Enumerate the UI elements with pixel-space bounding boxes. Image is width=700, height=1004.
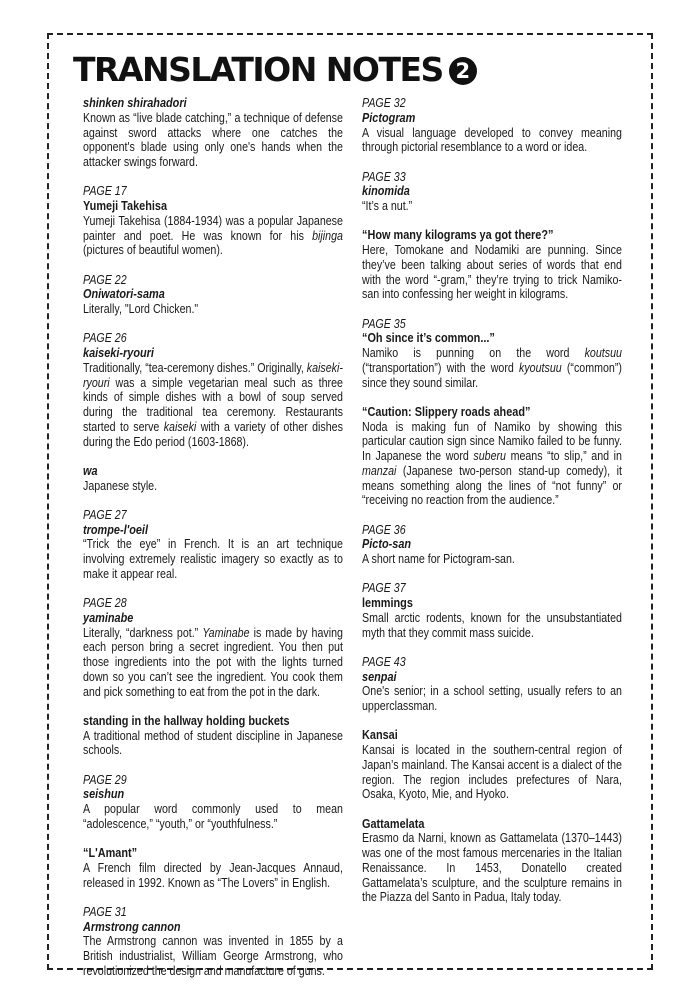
note-term: Kansai (362, 727, 398, 743)
definition-text: (pictures of beautiful women). (83, 242, 223, 258)
definition-text: One's senior; in a school setting, usually refers to an upperclassman. (362, 683, 622, 713)
emphasized-term: kaiseki-ryouri (83, 359, 343, 390)
emphasized-term: kaiseki (163, 418, 197, 434)
note-definition (83, 537, 343, 581)
definition-text: A traditional method of student discipline in Japanese schools. (83, 727, 343, 758)
note-term: “L'Amant” (83, 845, 138, 860)
definition-text: A popular word commonly used to mean “adolescence,” “youth,” or “youthfulness.” (83, 801, 343, 831)
page-reference: PAGE 26 (83, 330, 127, 346)
definition-text: (“common”) since they sound similar. (362, 359, 622, 390)
note-entry (362, 317, 622, 391)
note-definition (83, 214, 343, 258)
definition-text: A visual language developed to convey meaning through pictorial resemblance to a word or idea. (362, 124, 622, 155)
definition-text: Here, Tomokane and Nodamiki are punning. Since they’ve been talking about series of words that end with the word “-gram,” they’re trying to trick Namiko-san into confessing her weight in kilograms. (362, 242, 622, 302)
definition-text: “It’s a nut.” (362, 198, 413, 213)
note-definition (362, 611, 622, 641)
definition-text: Namiko is punning on the word (362, 345, 585, 360)
page-reference: PAGE 33 (362, 168, 406, 184)
note-entry (83, 96, 343, 170)
note-term: Gattamelata (362, 815, 425, 831)
note-definition (83, 479, 343, 494)
definition-text: Literally, “darkness pot.” (83, 624, 203, 640)
definition-text: Small arctic rodents, known for the unsubstantiated myth that they commit mass suicide. (362, 609, 622, 640)
page-reference: PAGE 36 (362, 521, 406, 537)
emphasized-term: koutsuu (584, 345, 622, 360)
page-reference: PAGE 43 (362, 653, 406, 669)
note-definition (362, 684, 622, 714)
definition-text: The Armstrong cannon was invented in 1855 by a British industrialist, William George Armstrong, who revolutionized the design and manufacture of guns. (83, 933, 343, 978)
page-reference: PAGE 17 (83, 183, 127, 199)
note-term: Picto-san (362, 536, 412, 552)
note-entry (362, 581, 622, 640)
notes-column-right (362, 96, 622, 920)
notes-column-left (83, 96, 343, 993)
note-entry (362, 728, 622, 802)
page-reference: PAGE 31 (83, 903, 127, 919)
note-definition (83, 361, 343, 450)
page-title (73, 50, 477, 89)
definition-text: was a simple vegetarian meal such as three kinds of simple dishes with a bowl of soup served during the traditional tea ceremony. Restaurants started to serve (83, 374, 343, 434)
emphasized-term: suberu (473, 448, 506, 463)
note-term: Oniwatori-sama (83, 286, 165, 302)
note-entry (362, 170, 622, 214)
page-title-text: TRANSLATION NOTES (73, 50, 443, 89)
note-definition (362, 346, 622, 390)
note-term: standing in the hallway holding buckets (83, 712, 290, 728)
note-term: lemmings (362, 595, 413, 610)
definition-text: Literally, "Lord Chicken." (83, 301, 199, 316)
emphasized-term: manzai (362, 462, 397, 478)
definition-text: Kansai is located in the southern-central region of Japan’s mainland. The Kansai accent is a dialect of the region. The region includes prefectures of Nara, Osaka, Kyoto, Mie, and Hyoko. (362, 742, 622, 802)
note-definition (83, 934, 343, 978)
note-definition (362, 126, 622, 156)
note-definition (362, 199, 622, 214)
note-term: “How many kilograms ya got there?” (362, 227, 554, 243)
note-entry (362, 228, 622, 302)
note-definition (362, 243, 622, 302)
note-term: wa (83, 462, 98, 478)
note-entry (83, 846, 343, 890)
page-reference: PAGE 37 (362, 580, 406, 596)
note-entry (362, 817, 622, 906)
note-term: trompe-l'oeil (83, 521, 148, 537)
note-definition (362, 420, 622, 509)
note-entry (83, 905, 343, 979)
note-term: “Caution: Slippery roads ahead” (362, 403, 531, 419)
note-definition (362, 552, 622, 567)
note-term: Pictogram (362, 109, 416, 125)
note-definition (83, 626, 343, 700)
page-reference: PAGE 27 (83, 506, 127, 522)
note-entry (362, 655, 622, 714)
note-entry (83, 714, 343, 758)
note-entry (362, 523, 622, 567)
emphasized-term: kyoutsuu (519, 359, 562, 375)
definition-text: A short name for Pictogram-san. (362, 551, 515, 566)
note-term: yaminabe (83, 609, 134, 625)
note-entry (83, 331, 343, 449)
page-reference: PAGE 22 (83, 271, 127, 287)
note-definition (83, 729, 343, 759)
emphasized-term: bijinga (312, 227, 343, 243)
definition-text: Japanese style. (83, 477, 158, 493)
note-term: kinomida (362, 183, 410, 199)
note-entry (83, 508, 343, 582)
note-entry (83, 184, 343, 258)
page-reference: PAGE 32 (362, 95, 406, 110)
note-definition (83, 802, 343, 832)
note-entry (362, 96, 622, 155)
note-term: Armstrong cannon (83, 918, 181, 934)
note-entry (362, 405, 622, 508)
note-definition (362, 743, 622, 802)
definition-text: Traditionally, “tea-ceremony dishes.” Originally, (83, 359, 307, 375)
note-definition (83, 302, 343, 317)
note-entry (83, 464, 343, 494)
definition-text: Yumeji Takehisa (1884-1934) was a popular Japanese painter and poet. He was known for his (83, 212, 343, 243)
definition-text: Known as “live blade catching,” a technique of defense against sword attacks where one catches the opponent's blade using only one's hands when the attacker swings forward. (83, 109, 343, 169)
note-definition (362, 831, 622, 905)
page-reference: PAGE 35 (362, 315, 406, 331)
definition-text: A French film directed by Jean-Jacques Annaud, released in 1992. Known as “The Lovers” in English. (83, 859, 343, 890)
definition-text: (“transportation”) with the word (362, 359, 520, 375)
title-number-badge: 2 (449, 57, 477, 85)
note-term: kaiseki-ryouri (83, 345, 154, 360)
note-definition (83, 861, 343, 891)
definition-text: Noda is making fun of Namiko by showing this particular caution sign since Namiko failed to be funny. In Japanese the word (362, 418, 622, 463)
note-definition (83, 111, 343, 170)
definition-text: with a variety of other dishes during the Edo period (1603-1868). (83, 418, 343, 449)
definition-text: is made by having each person bring a secret ingredient. You then put those ingredients into the pot with the lights turned down so you can’t see the ingredient. You cook them and pick something to eat from the pot in the dark. (83, 624, 343, 699)
note-term: senpai (362, 668, 397, 684)
definition-text: Erasmo da Narni, known as Gattamelata (1370–1443) was one of the most famous mercenaries in the Italian Renaissance. In 1453, Donatello created Gattamelata’s sculpture, and the sculpture remains in the Piazza del Santo in Padua, Italy today. (362, 830, 622, 905)
note-entry (83, 596, 343, 699)
note-entry (83, 273, 343, 317)
definition-text: “Trick the eye” in French. It is an art technique involving extremely realistic imagery so exactly as to make it appear real. (83, 536, 343, 581)
definition-text: (Japanese two-person stand-up comedy), it means something along the lines of “not funny” or “receiving no reaction from the audience.” (362, 462, 622, 508)
note-entry (83, 773, 343, 832)
emphasized-term: Yaminabe (202, 624, 250, 640)
note-term: “Oh since it’s common...” (362, 330, 495, 346)
page-reference: PAGE 28 (83, 595, 127, 610)
note-term: Yumeji Takehisa (83, 198, 168, 213)
definition-text: means “to slip,” and in (505, 448, 622, 463)
page-reference: PAGE 29 (83, 771, 127, 787)
note-term: seishun (83, 786, 125, 802)
note-term: shinken shirahadori (83, 95, 187, 110)
